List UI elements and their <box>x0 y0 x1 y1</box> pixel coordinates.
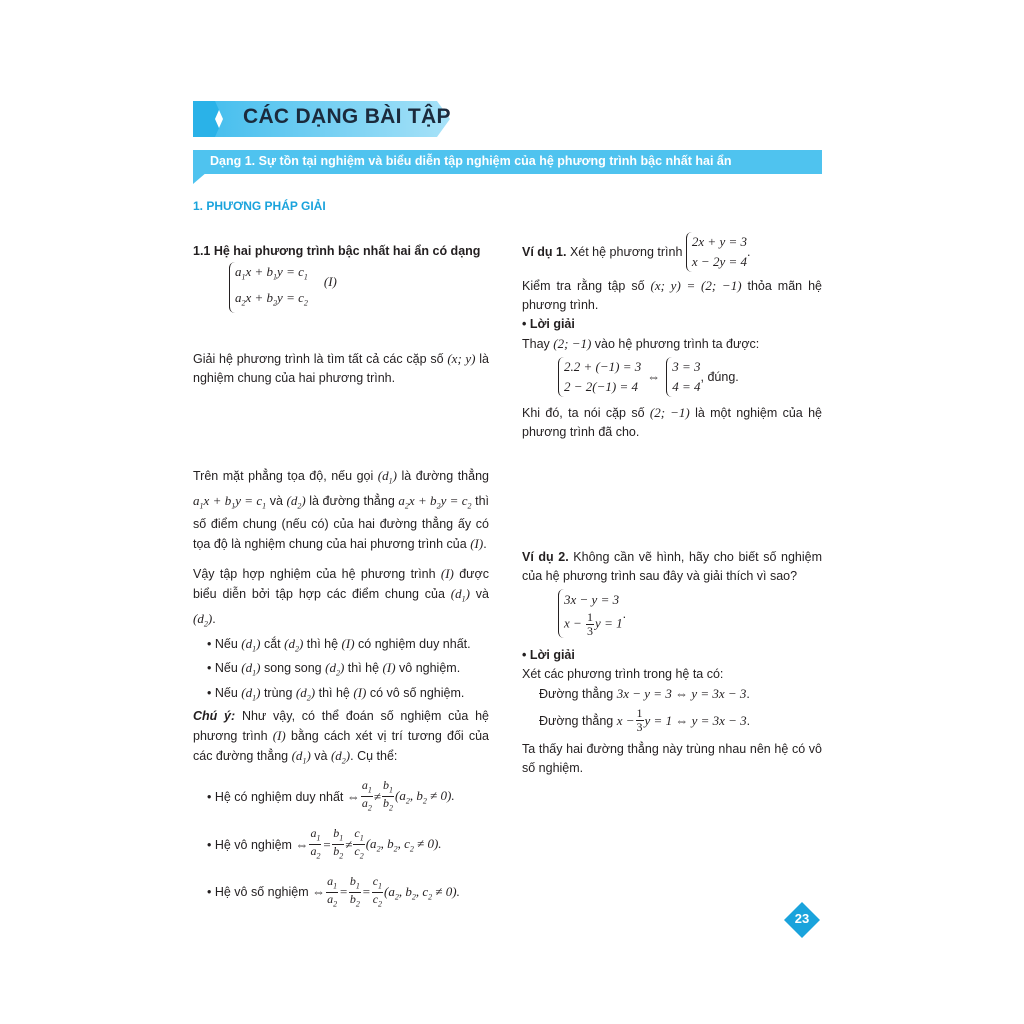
case-vo-so-nghiem: • Hệ vô số nghiệm ⇔ $\frac{a_1}{a_2}$ = $\frac{b_1}{b_2}$ = $\frac{c_1}{c_2}$ ($a_2$, $b_2$, $c_2 \ne 0$). <box>207 873 460 909</box>
example-1-heading: Ví dụ 1. Xét hệ phương trình 2x + y = 3 x − 2y = 4 . <box>522 232 822 272</box>
substitute-system: 2.2 + (−1) = 3 2 − 2(−1) = 4 ⇔ 3 = 3 4 = 4 , đúng. <box>558 357 822 397</box>
page-number: 23 <box>794 911 810 926</box>
example-1-check: Kiểm tra rằng tập số (x; y) = (2; −1) thỏa mãn hệ phương trình. <box>522 278 822 312</box>
left-column <box>193 242 489 910</box>
para-mat-phang: Trên mặt phẳng tọa độ, nếu gọi $(d_1)$ là đường thẳng $a_1x + b_1y = c_1$ và $(d_2)$ là đường thẳng $a_2x + b_2y = c_2$ thì số điểm chung (nếu có) của hai đường thẳng ấy có tọa độ là nghiệm chung của hai phương trình của (I). <box>193 468 489 552</box>
example-1-conclusion: Khi đó, ta nói cặp số (2; −1) là một nghiệm của hệ phương trình đã cho. <box>522 405 822 439</box>
para-giai: Giải hệ phương trình là tìm tất cả các cặp số (x; y) là nghiệm chung của hai phương trình. <box>193 351 489 386</box>
para-vay: Vậy tập hợp nghiệm của hệ phương trình (I) được biểu diễn bởi tập hợp các điểm chung của $(d_1)$ và $(d_2)$. <box>193 566 489 629</box>
solution-label-1: • Lời giải <box>522 317 575 331</box>
system-general <box>229 262 489 313</box>
note-chu-y: Chú ý: Như vậy, có thể đoán số nghiệm của hệ phương trình (I) bằng cách xét vị trí tương đối của các đường thẳng $(d_1)$ và $(d_2)$. Cụ thể: <box>193 709 490 766</box>
right-column <box>522 232 822 778</box>
section-title: 1. PHƯƠNG PHÁP GIẢI <box>193 199 326 213</box>
dang-heading: Dạng 1. Sự tồn tại nghiệm và biểu diễn tập nghiệm của hệ phương trình bậc nhất hai ẩn <box>210 154 732 168</box>
bullet-song-song: • Nếu $(d_1)$ song song $(d_2)$ thì hệ (I) vô nghiệm. <box>207 660 461 678</box>
solution-label-2: • Lời giải <box>522 648 575 662</box>
example-1-system: 2x + y = 3 x − 2y = 4 <box>686 232 747 272</box>
bullet-trung: • Nếu $(d_1)$ trùng $(d_2)$ thì hệ (I) có vô số nghiệm. <box>207 684 465 703</box>
line-1: Đường thẳng 3x − y = 3 ⇔ y = 3x − 3. <box>539 686 750 701</box>
system-equations: $a_1x + b_1y = c_1$ $a_2x + b_2y = c_2$ <box>229 262 308 313</box>
line-2: Đường thẳng x − $\frac{1}{3}$ y = 1 ⇔ y = 3x − 3 . <box>539 706 751 734</box>
example-2-system: 3x − y = 3 x − $\frac{1}{3}$ y = 1 . <box>558 589 822 638</box>
page-title: CÁC DẠNG BÀI TẬP <box>243 105 451 128</box>
example-2-heading: Ví dụ 2. Không cần vẽ hình, hãy cho biết số nghiệm của hệ phương trình sau đây và giải thích vì sao? <box>522 550 822 583</box>
case-vo-nghiem: • Hệ vô nghiệm ⇔ $\frac{a_1}{a_2}$ = $\frac{b_1}{b_2}$ ≠ $\frac{c_1}{c_2}$ ($a_2$, $b_2$, $c_2 \ne 0$). <box>207 825 442 861</box>
system-label: (I) <box>323 273 337 289</box>
case-duy-nhat: • Hệ có nghiệm duy nhất ⇔ $\frac{a_1}{a_2}$ ≠ $\frac{b_1}{b_2}$ ($a_2$, $b_2 \ne 0$). <box>207 777 455 813</box>
bullet-cat: • Nếu $(d_1)$ cắt $(d_2)$ thì hệ (I) có nghiệm duy nhất. <box>207 635 471 654</box>
consider-line: Xét các phương trình trong hệ ta có: <box>522 667 724 681</box>
substitute-line: Thay (2; −1) vào hệ phương trình ta được: <box>522 336 760 351</box>
example-2-conclusion: Ta thấy hai đường thẳng này trùng nhau nên hệ có vô số nghiệm. <box>522 742 822 775</box>
heading-1-1: 1.1 Hệ hai phương trình bậc nhất hai ẩn có dạng <box>193 244 481 258</box>
dang-bar-tail <box>193 172 207 184</box>
